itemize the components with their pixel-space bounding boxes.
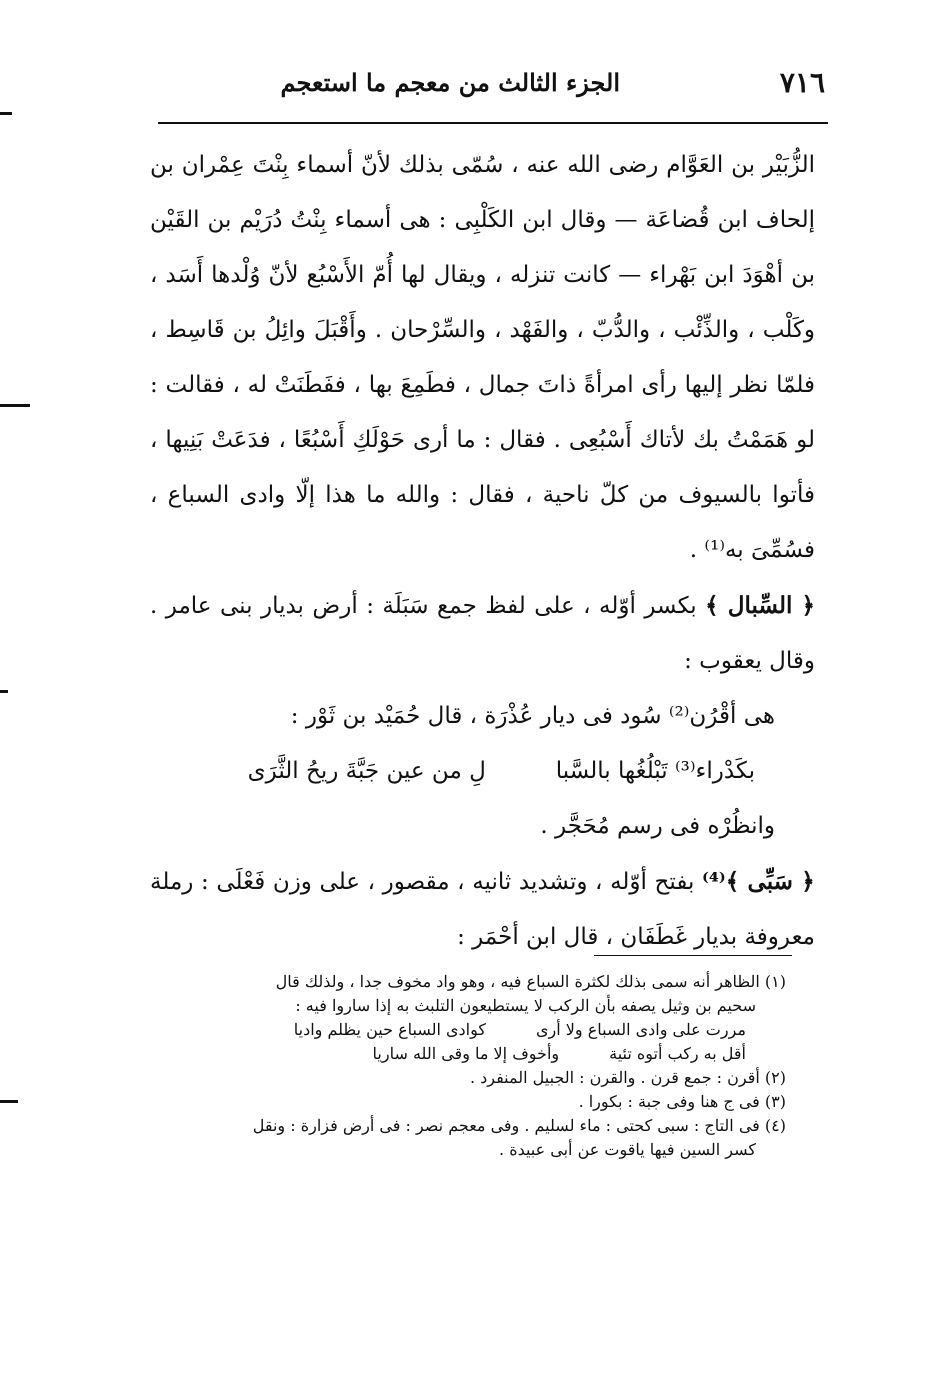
text-line: ابن قُضاعَة — وقال ابن الكَلْبِى : هى أسماء بِنْتُ دُرَيْم بن القَيْن بن أهْوَدَ <box>150 207 815 288</box>
scan-edge-mark <box>0 112 12 115</box>
main-text <box>150 138 815 965</box>
page-header <box>160 66 825 110</box>
text-line: والذِّئْب ، والدُّبّ ، والفَهْد ، والسِّرْحان . وأَقْبَلَ وائِلُ بن قَاسِط ، فلمّا نظر <box>150 317 816 398</box>
verse-intro: هى أقْرُن⁽²⁾ سُود فى ديار عُذْرَة ، قال حُمَيْد بن ثَوْر : <box>290 703 775 729</box>
verse-second-hemistich: لِ من عين جَبَّةَ ريحُ الثَّرَى <box>247 758 486 784</box>
verse-first-hemistich: أقل به ركب أتوه تئية <box>609 1044 746 1063</box>
entry-heading: ﴿ السِّبال ﴾ <box>705 592 815 619</box>
verse-line <box>150 744 815 799</box>
footnote-rule <box>594 955 792 956</box>
text-line: أَسْبُعِى . فقال : ما أرى حَوْلَكِ أَسْبُعًا ، فدَعَتْ بَنِيها ، فأتوا بالسيوف من <box>150 427 815 508</box>
scan-edge-mark <box>0 404 30 407</box>
footnote-verse <box>118 1042 786 1066</box>
paragraph <box>150 138 815 578</box>
footnote-3: (٣) فى ج هنا وفى جبة : بكورا . <box>578 1092 786 1111</box>
footnote-verse <box>118 1018 786 1042</box>
verse-second-hemistich: وأخوف إلا ما وقى الله ساريا <box>372 1044 560 1063</box>
footnotes <box>118 970 786 1162</box>
footnote-4: (٤) فى التاج : سبى كحتى : ماء لسليم . وفى معجم نصر : فى أرض فزارة : ونقل <box>252 1116 786 1135</box>
footnote-1-continuation: سحيم بن وثيل يصفه بأن الركب لا يستطيعون التلبث به إذا ساروا فيه : <box>295 996 756 1015</box>
text-line: كلّ ناحية ، فقال : والله ما هذا إلّا وادى السباع ، فسُمِّىَ به⁽¹⁾ . <box>150 482 815 563</box>
running-title: الجزء الثالث من معجم ما استعجم <box>280 68 620 97</box>
entry-paragraph <box>150 854 815 965</box>
verse-first-hemistich: مررت على وادى السباع ولا أرى <box>535 1020 746 1039</box>
header-rule <box>158 122 828 124</box>
entry-paragraph <box>150 578 815 689</box>
text-line: إليها رأى امرأةً ذاتَ جمال ، فطَمِعَ بها ، ففَطَنَتْ له ، فقالت : لو هَمَمْتُ بك لأتاك <box>150 372 815 453</box>
verse-second-hemistich: كوادى السباع حين يظلم واديا <box>293 1020 486 1039</box>
footnote-4-continuation: كسر السين فيها ياقوت عن أبى عبيدة . <box>499 1140 756 1159</box>
text-line: بفتح أوّله ، وتشديد ثانيه ، مقصور ، على وزن فَعْلَى : رملة <box>150 869 695 895</box>
entry-heading: ﴿ سَبِّى ﴾⁽⁴⁾ <box>701 868 815 895</box>
text-line: معروفة بديار غَطَفَان ، قال ابن أحْمَر : <box>457 924 815 950</box>
cross-reference: وانظُرْه فى رسم مُحَجَّر . <box>540 813 775 839</box>
text-line: ابن بَهْراء — كانت تنزله ، ويقال لها أُمّ الأَسْبُع لأنّ وُلْدها أَسَد ، وكَلْب ، <box>150 262 815 343</box>
scan-edge-mark <box>0 1100 18 1103</box>
footnote-1: (١) الظاهر أنه سمى بذلك لكثرة السباع فيه ، وهو واد مخوف جدا ، ولذلك قال <box>275 972 786 991</box>
verse-first-hemistich: بكَدْراء⁽³⁾ تَبْلُغُها بالسَّبا <box>555 758 755 784</box>
text-line: الزُّبَيْر بن العَوَّام رضى الله عنه ، سُمّى بذلك لأنّ أسماء بِنْتَ عِمْران بن إلحاف <box>150 152 816 233</box>
footnote-2: (٢) أقرن : جمع قرن . والقرن : الجبيل المنفرد . <box>469 1068 786 1087</box>
text-line: يعقوب : <box>684 648 762 674</box>
page-number: ٧١٦ <box>779 66 825 99</box>
text-line: بكسر أوّله ، على لفظ جمع سَبَلَة : أرض بديار بنى عامر . وقال <box>150 593 815 674</box>
scan-edge-mark <box>0 690 8 693</box>
